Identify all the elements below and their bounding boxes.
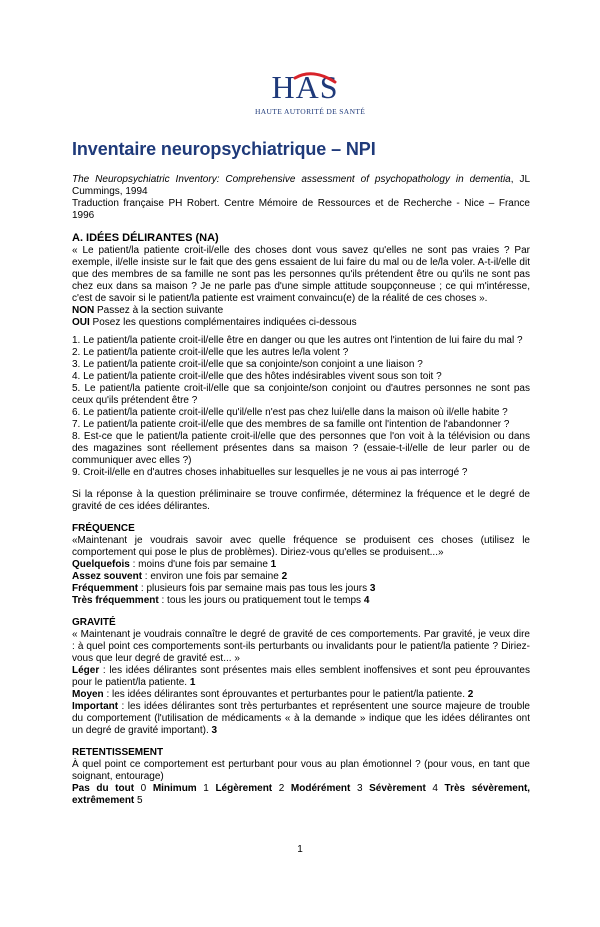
option-text: : environ une fois par semaine [142,571,282,582]
option-label: Fréquemment [72,583,139,594]
scale-score: 4 [432,783,438,794]
scale-label: Minimum [152,783,197,794]
has-logo-letters: HAS [271,70,339,105]
frequence-option [72,595,530,607]
retentissement-question: À quel point ce comportement est perturbant pour vous au plan émotionnel ? (pour vous, en tant que soignant, entourage) [72,759,530,782]
frequence-option [72,559,530,571]
non-text: Passez à la section suivante [94,305,224,316]
reference-translation: Traduction française PH Robert. Centre Mémoire de Ressources et de Recherche - Nice – France 1996 [72,198,530,221]
scale-score: 5 [137,795,143,806]
scale-label: Très sévèrement, extrêmement [72,783,531,806]
has-logo [255,70,366,122]
list-item: 1. Le patient/la patiente croit-il/elle être en danger ou que les autres ont l'intention de lui faire du mal ? [72,335,523,346]
reference-original-title: The Neuropsychiatric Inventory: Comprehensive assessment of psychopathology in dementia [72,174,511,185]
scale-label: Légèrement [215,783,273,794]
gravite-option [72,701,530,737]
option-text: : les idées délirantes sont présentes mais elles semblent inoffensives et sont peu éprouvantes pour le patient/la patiente. [72,665,530,688]
scale-score: 3 [356,783,363,794]
scale-label: Modérément [290,783,351,794]
option-score: 2 [281,571,288,582]
option-text: : les idées délirantes sont éprouvantes et perturbantes pour le patient/la patiente. [103,689,468,700]
option-label: Très fréquemment [72,595,159,606]
option-label: Léger [72,665,100,676]
reference-original-author: , JL Cummings, 1994 [72,174,531,197]
retentissement-scale [72,783,530,807]
option-text: : tous les jours ou pratiquement tout le temps [158,595,364,606]
frequence-option [72,583,530,595]
option-label: Important [72,701,119,712]
list-item: 7. Le patient/la patiente croit-il/elle que des membres de sa famille ont l'intention de l'abandonner ? [72,419,510,430]
page-title: Inventaire neuropsychiatrique – NPI [72,139,376,159]
section-a-oui [72,317,530,329]
frequence-question: «Maintenant je voudrais savoir avec quelle fréquence se produisent ces choses (utilisez le comportement qui pose le plus de problèmes). Diriez-vous qu'elles se produisent...» [72,535,530,558]
scale-score: 0 [140,783,147,794]
option-score: 3 [211,725,218,736]
list-item: 3. Le patient/la patiente croit-il/elle que sa conjointe/son conjoint a une liaison ? [72,359,423,370]
gravite-title: GRAVITÉ [72,617,116,628]
option-score: 1 [270,559,277,570]
non-label: NON [72,305,95,316]
has-logo-mark [255,70,355,106]
option-score: 2 [467,689,474,700]
has-logo-tagline: HAUTE AUTORITÉ DE SANTÉ [255,107,366,116]
option-label: Moyen [72,689,104,700]
frequence-option [72,571,530,583]
option-score: 3 [369,583,376,594]
option-label: Assez souvent [72,571,143,582]
option-text: : plusieurs fois par semaine mais pas tous les jours [138,583,370,594]
reference-original [72,174,530,198]
page-number: 1 [297,844,303,855]
section-a-non [72,305,530,317]
option-score: 4 [363,595,370,606]
document-body [72,138,530,807]
frequence-title: FRÉQUENCE [72,523,135,534]
gravite-question: « Maintenant je voudrais connaître le degré de gravité de ces comportements. Par gravité, je veux dire : à quel point ces comportements sont-ils perturbants ou invalidants pour le patient/la patiente ? Diriez-vous que leur degré de gravité est... » [72,629,530,664]
confirmation-text: Si la réponse à la question préliminaire se trouve confirmée, déterminez la fréquence et le degré de gravité de ces idées délirantes. [72,489,530,512]
gravite-option [72,665,530,689]
option-text: : les idées délirantes sont très perturbantes et représentent une source majeure de trouble du comportement (l'utilisation de médicaments « à la demande » indique que les idées délirantes ont un degré de gravité important). [72,701,530,736]
option-label: Quelquefois [72,559,130,570]
list-item: 6. Le patient/la patiente croit-il/elle qu'il/elle n'est pas chez lui/elle dans la maison où il/elle habite ? [72,407,508,418]
section-a-title: A. IDÉES DÉLIRANTES (NA) [72,232,219,244]
option-text: : moins d'une fois par semaine [129,559,271,570]
retentissement-title: RETENTISSEMENT [72,747,164,758]
scale-score: 1 [203,783,209,794]
scale-label: Pas du tout [72,783,135,794]
oui-label: OUI [72,317,90,328]
gravite-option [72,689,530,701]
section-a-question: « Le patient/la patiente croit-il/elle des choses dont vous savez qu'elles ne sont pas vraies ? Par exemple, il/elle insiste sur le fait que des gens essaient de lui faire du mal ou de le/la voler. A-t-il/elle dit que des membres de sa famille ne sont pas les personnes qu'ils prétendent être ou qu'ils ne sont pas chez eux dans sa maison ? Je ne parle pas d'une simple attitude soupçonneuse ; ce qui m'intéresse, c'est de savoir si le patient/la patiente est vraiment convaincu(e) de la réalité de ces choses ». [72,245,530,304]
oui-text: Posez les questions complémentaires indiquées ci-dessous [89,317,357,328]
list-item: 8. Est-ce que le patient/la patiente croit-il/elle que des personnes que l'on voit à la télévision ou dans des magazines sont réellement présentes dans sa maison ? (essaie-t-il/elle de leur parler ou de communiquer avec elles ?) [72,431,530,466]
scale-score: 2 [278,783,285,794]
list-item: 4. Le patient/la patiente croit-il/elle que des hôtes indésirables vivent sous son toit ? [72,371,442,382]
scale-label: Sévèrement [369,783,426,794]
list-item: 2. Le patient/la patiente croit-il/elle que les autres le/la volent ? [72,347,349,358]
list-item: 5. Le patient/la patiente croit-il/elle que sa conjointe/son conjoint ou d'autres personnes ne sont pas ceux qu'ils prétendent être ? [72,383,530,406]
option-score: 1 [189,677,196,688]
list-item: 9. Croit-il/elle en d'autres choses inhabituelles sur lesquelles je ne vous ai pas interrogé ? [72,467,468,478]
